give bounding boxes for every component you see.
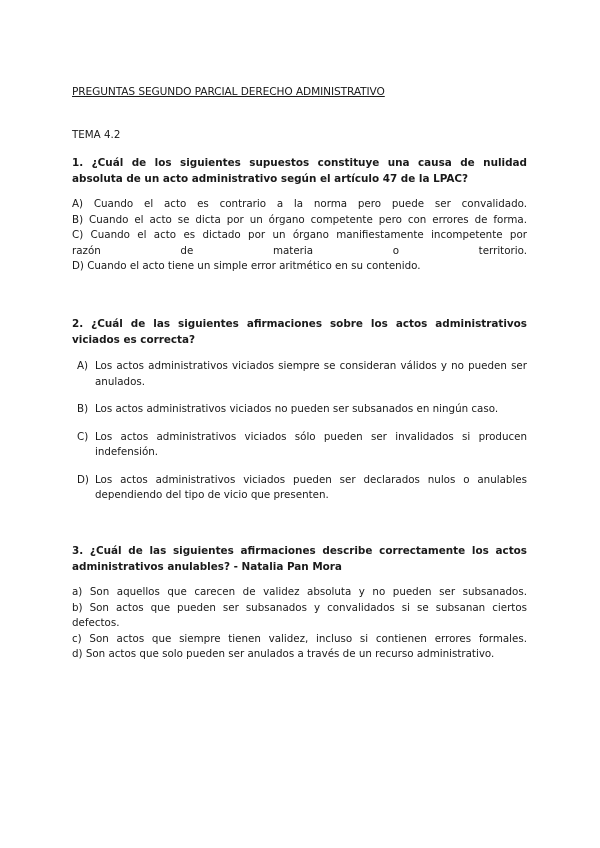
question-2-options <box>72 359 527 516</box>
option-a: a) Son aquellos que carecen de validez absoluta y no pueden ser subsanados. <box>72 586 527 598</box>
question-3-options <box>72 585 527 663</box>
option-b: B) Cuando el acto se dicta por un órgano competente pero con errores de forma. <box>72 213 527 226</box>
question-3: 3. ¿Cuál de las siguientes afirmaciones describe correctamente los actos administrativos anulables? - Natalia Pan Mora <box>72 545 527 573</box>
option-b: B) Los actos administrativos viciados no pueden ser subsanados en ningún caso. <box>77 403 499 415</box>
option-d: d) Son actos que solo pueden ser anulados a través de un recurso administrativo. <box>72 648 495 660</box>
option-d: D) Cuando el acto tiene un simple error aritmético en su contenido. <box>72 260 421 272</box>
option-a: A) Los actos administrativos viciados siempre se consideran válidos y no pueden ser anulados. <box>77 360 527 388</box>
option-b-continuation: defectos. <box>72 617 120 629</box>
document-title: PREGUNTAS SEGUNDO PARCIAL DERECHO ADMINISTRATIVO <box>72 86 385 98</box>
option-d: D) Los actos administrativos viciados pueden ser declarados nulos o anulables dependiendo del tipo de vicio que presenten. <box>77 473 527 501</box>
question-2: 2. ¿Cuál de las siguientes afirmaciones sobre los actos administrativos viciados es correcta? <box>72 318 527 346</box>
option-c: c) Son actos que siempre tienen validez, incluso si contienen errores formales. <box>72 632 527 645</box>
option-c-continuation: razón de materia o territorio. <box>72 244 527 257</box>
section-heading: TEMA 4.2 <box>72 129 121 141</box>
option-a: A) Cuando el acto es contrario a la norma pero puede ser convalidado. <box>72 198 527 210</box>
question-1-options <box>72 197 527 275</box>
option-b: b) Son actos que pueden ser subsanados y convalidados si se subsanan ciertos <box>72 601 527 614</box>
option-c: C) Los actos administrativos viciados sólo pueden ser invalidados si producen indefensión. <box>77 430 527 458</box>
question-1: 1. ¿Cuál de los siguientes supuestos constituye una causa de nulidad absoluta de un acto administrativo según el artículo 47 de la LPAC? <box>72 157 527 185</box>
option-c: C) Cuando el acto es dictado por un órgano manifiestamente incompetente por <box>72 229 527 241</box>
